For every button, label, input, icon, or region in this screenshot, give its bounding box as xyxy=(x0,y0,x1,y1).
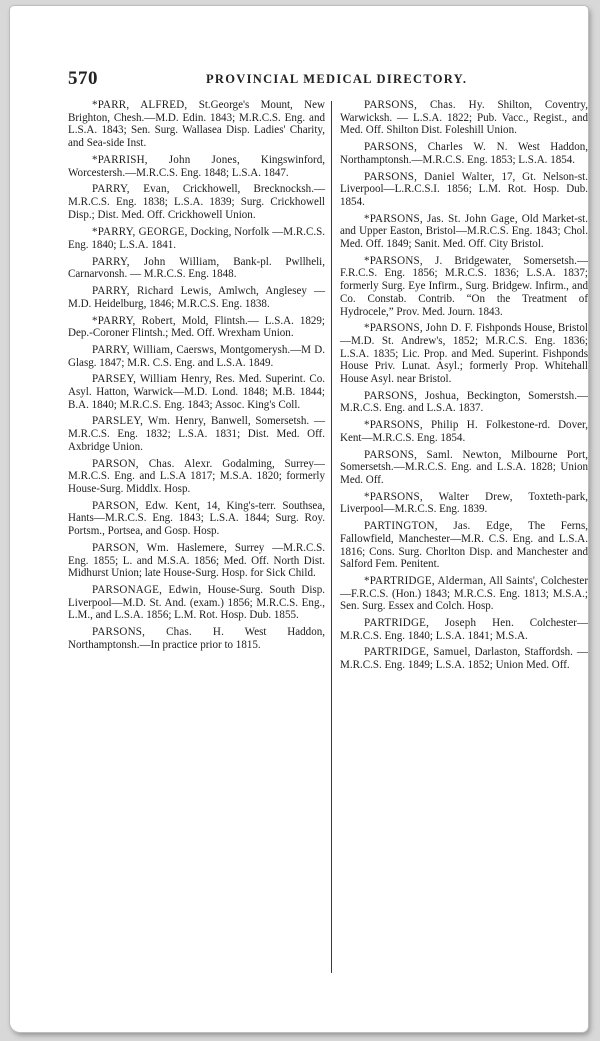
entry-details: Godalming, Surrey—M.R.C.S. Eng. and L.S.A 1817; M.S.A. 1820; formerly House-Surg. Middlx. Hosp. xyxy=(68,457,325,495)
directory-entry xyxy=(68,99,325,150)
entry-details: Darlaston, Staffordsh. — M.R.C.S. Eng. 1849; L.S.A. 1852; Union Med. Off. xyxy=(340,646,588,672)
directory-entry xyxy=(340,390,588,415)
entry-details: Docking, Norfolk —M.R.C.S. Eng. 1840; L.S.A. 1841. xyxy=(68,226,325,252)
entry-name: PARSON, Wm. xyxy=(92,541,170,554)
entry-details: The Ferns, Fallowfield, Manchester—M.R. C.S. Eng. and L.S.A. 1816; Cons. Surg. Chorlton Disp. and Manchester and Salford Fem. Penitent. xyxy=(340,520,588,571)
directory-entry xyxy=(68,542,325,580)
entry-name: PARSONS, Chas. Hy. xyxy=(364,99,485,111)
right-column xyxy=(340,99,588,676)
entry-details: Haslemere, Surrey —M.R.C.S. Eng. 1855; L. and M.S.A. 1856; Med. Off. North Dist. Midhurst Union; late House-Surg. Hosp. for Sick Child. xyxy=(68,541,325,580)
entry-details: Mold, Flintsh.— L.S.A. 1829; Dep.-Coroner Flintsh.; Med. Off. Wrexham Union. xyxy=(68,314,325,340)
entry-name: *PARRY, GEORGE, xyxy=(92,226,188,239)
directory-entry xyxy=(68,373,325,411)
entry-name: PARTRIDGE, Samuel, xyxy=(364,646,471,659)
directory-entry xyxy=(68,344,325,369)
directory-entry xyxy=(68,584,325,622)
directory-entry xyxy=(340,419,588,444)
directory-entry xyxy=(340,322,588,386)
directory-entry xyxy=(340,575,588,613)
entry-name: PARSLEY, Wm. Henry, xyxy=(92,415,207,428)
entry-name: PARTINGTON, Jas. Edge, xyxy=(364,520,513,533)
entry-name: PARSONAGE, Edwin, xyxy=(92,583,202,596)
entry-name: PARSONS, Joshua, xyxy=(364,389,460,402)
page-header xyxy=(68,68,568,92)
entry-details: Bridgewater, Somersetsh.—F.R.C.S. Eng. 1856; M.R.C.S. 1836; L.S.A. 1837; formerly Surg. Eye Infirm., Surg. Bridgew. Infirm., and Co. Constab. Contrib. “On the Treatment of Hydrocele,” Prov. Med. Journ. 1843. xyxy=(340,254,588,318)
entry-details: Bank-pl. Pwllheli, Carnarvonsh. — M.R.C.S. Eng. 1848. xyxy=(68,255,326,281)
entry-details: Caersws, Montgomerysh.—M D. Glasg. 1847; M.R. C.S. Eng. and L.S.A. 1849. xyxy=(68,343,325,369)
entry-name: PARRY, Richard Lewis, xyxy=(92,285,212,298)
entry-name: PARSON, Edw. Kent, xyxy=(92,499,201,512)
entry-details: Toxteth-park, Liverpool—M.R.C.S. Eng. 1839. xyxy=(340,490,588,516)
directory-entry xyxy=(340,520,588,571)
directory-entry xyxy=(68,458,325,496)
entry-name: *PARSONS, J. xyxy=(364,254,443,267)
directory-entry xyxy=(68,154,325,179)
directory-entry xyxy=(340,449,588,487)
directory-entry xyxy=(340,171,588,209)
entry-name: PARSON, Chas. Alexr. xyxy=(92,457,213,470)
entry-details: Folkestone-rd. Dover, Kent—M.R.C.S. Eng. 1854. xyxy=(340,419,588,444)
entry-details: Crickhowell, Brecknocksh.—M.R.C.S. Eng. 1838; L.S.A. 1839; Surg. Crickhowell Disp.; Dist. Med. Off. Crickhowell Union. xyxy=(68,183,325,221)
entry-name: *PARSONS, Philip H. xyxy=(364,419,478,432)
entry-details: Milbourne Port, Somersetsh.—M.R.C.S. Eng. and L.S.A. 1828; Union Med. Off. xyxy=(340,448,588,486)
entry-name: PARRY, John William, xyxy=(92,255,220,268)
entry-details: 14, King's-terr. Southsea, Hants—M.R.C.S. Eng. 1843; L.S.A. 1844; Surg. Roy. Portsm., Portsea, and Gosp. Hosp. xyxy=(68,499,325,538)
entry-name: PARSONS, Charles W. N. xyxy=(364,141,508,154)
entry-details: Res. Med. Superint. Co. Asyl. Hatton, Warwick—M.D. Lond. 1848; M.B. 1844; B.A. 1840; M.R.C.S. Eng. 1843; Assoc. King's Coll. xyxy=(68,373,325,411)
directory-entry xyxy=(340,213,588,251)
entry-name: PARRY, Evan, xyxy=(92,183,170,196)
entry-details: West Haddon, Northamptonsh.—M.R.C.S. Eng. 1853; L.S.A. 1854. xyxy=(340,141,588,166)
directory-entry xyxy=(68,183,325,221)
entry-details: Banwell, Somersetsh. — M.R.C.S. Eng. 1832; L.S.A. 1831; Dist. Med. Off. Axbridge Union. xyxy=(68,415,325,453)
running-title: PROVINCIAL MEDICAL DIRECTORY. xyxy=(206,72,468,86)
book-page xyxy=(10,6,588,1032)
entry-details: House-Surg. South Disp. Liverpool—M.D. St. And. (exam.) 1856; M.R.C.S. Eng., L.M., and L.S.A. 1856; L.M. Rot. Hosp. Dub. 1855. xyxy=(68,583,325,622)
entry-name: *PARTRIDGE, Alderman, xyxy=(364,574,487,587)
directory-entry xyxy=(340,617,588,642)
entry-details: Fishponds House, Bristol—M.D. St. Andrew's, 1852; M.R.C.S. Eng. 1836; L.S.A. 1835; Lic. Prop. and Med. Superint. Fishponds House Priv. Lunat. Asyl.; formerly Prop. Whitehall House Asyl. near Bristol. xyxy=(340,322,588,386)
directory-entry xyxy=(68,226,325,251)
left-column xyxy=(68,99,325,655)
directory-entry xyxy=(68,626,325,651)
directory-entry xyxy=(68,315,325,340)
directory-entry xyxy=(68,285,325,310)
entry-name: PARSEY, William Henry, xyxy=(92,373,212,386)
directory-entry xyxy=(340,141,588,166)
entry-name: *PARSONS, Walter Drew, xyxy=(364,490,513,503)
entry-details: 17, Gt. Nelson-st. Liverpool—L.R.C.S.I. 1856; L.M. Rot. Hosp. Dub. 1854. xyxy=(340,170,588,208)
entry-name: *PARSONS, John D. F. xyxy=(364,322,474,335)
directory-entry xyxy=(340,255,588,319)
entry-name: *PARR, ALFRED, xyxy=(92,99,188,111)
entry-details: Shilton, Coventry, Warwicksh. — L.S.A. 1822; Pub. Vacc., Regist., and Med. Off. Shilton Dist. Foleshill Union. xyxy=(340,99,588,137)
entry-details: Kingswinford, Worcestersh.—M.R.C.S. Eng. 1848; L.S.A. 1847. xyxy=(68,153,325,179)
directory-entry xyxy=(340,491,588,516)
entry-details: Beckington, Somerstsh.—M.R.C.S. Eng. and L.S.A. 1837. xyxy=(340,389,588,415)
entry-details: Colchester—M.R.C.S. Eng. 1840; L.S.A. 1841; M.S.A. xyxy=(340,617,588,642)
entry-name: PARTRIDGE, Joseph Hen. xyxy=(364,617,515,630)
entry-name: *PARSONS, Jas. St. John Gage, xyxy=(364,212,518,225)
entry-name: *PARRY, Robert, xyxy=(92,314,176,327)
entry-name: PARSONS, Chas. H. xyxy=(92,626,225,639)
entry-details: West Haddon, Northamptonsh.—In practice prior to 1815. xyxy=(68,626,325,651)
column-divider xyxy=(331,101,332,973)
directory-entry xyxy=(340,646,588,671)
entry-details: Old Market-st. and Upper Easton, Bristol—M.R.C.S. Eng. 1843; Chol. Med. Off. 1849; Sanit. Med. Off. City Bristol. xyxy=(340,212,588,251)
entry-details: Amlwch, Anglesey —M.D. Heidelburg, 1846; M.R.C.S. Eng. 1838. xyxy=(68,285,325,310)
entry-details: St.George's Mount, New Brighton, Chesh.—M.D. Edin. 1843; M.R.C.S. Eng. and L.S.A. 1843; Sen. Surg. Wallasea Disp. Ladies' Charity, and Sea-side Inst. xyxy=(68,99,325,150)
entry-name: PARSONS, Daniel Walter, xyxy=(364,170,495,183)
entry-details: All Saints', Colchester—F.R.C.S. (Hon.) 1843; M.R.C.S. Eng. 1813; M.S.A.; Sen. Surg. Essex and Colch. Hosp. xyxy=(340,574,588,613)
entry-name: *PARRISH, John Jones, xyxy=(92,153,240,166)
directory-entry xyxy=(68,256,325,281)
directory-entry xyxy=(340,99,588,137)
entry-name: PARRY, William, xyxy=(92,343,174,356)
page-number: 570 xyxy=(68,68,98,89)
entry-name: PARSONS, Saml. Newton, xyxy=(364,448,502,461)
directory-entry xyxy=(68,500,325,538)
directory-entry xyxy=(68,415,325,453)
